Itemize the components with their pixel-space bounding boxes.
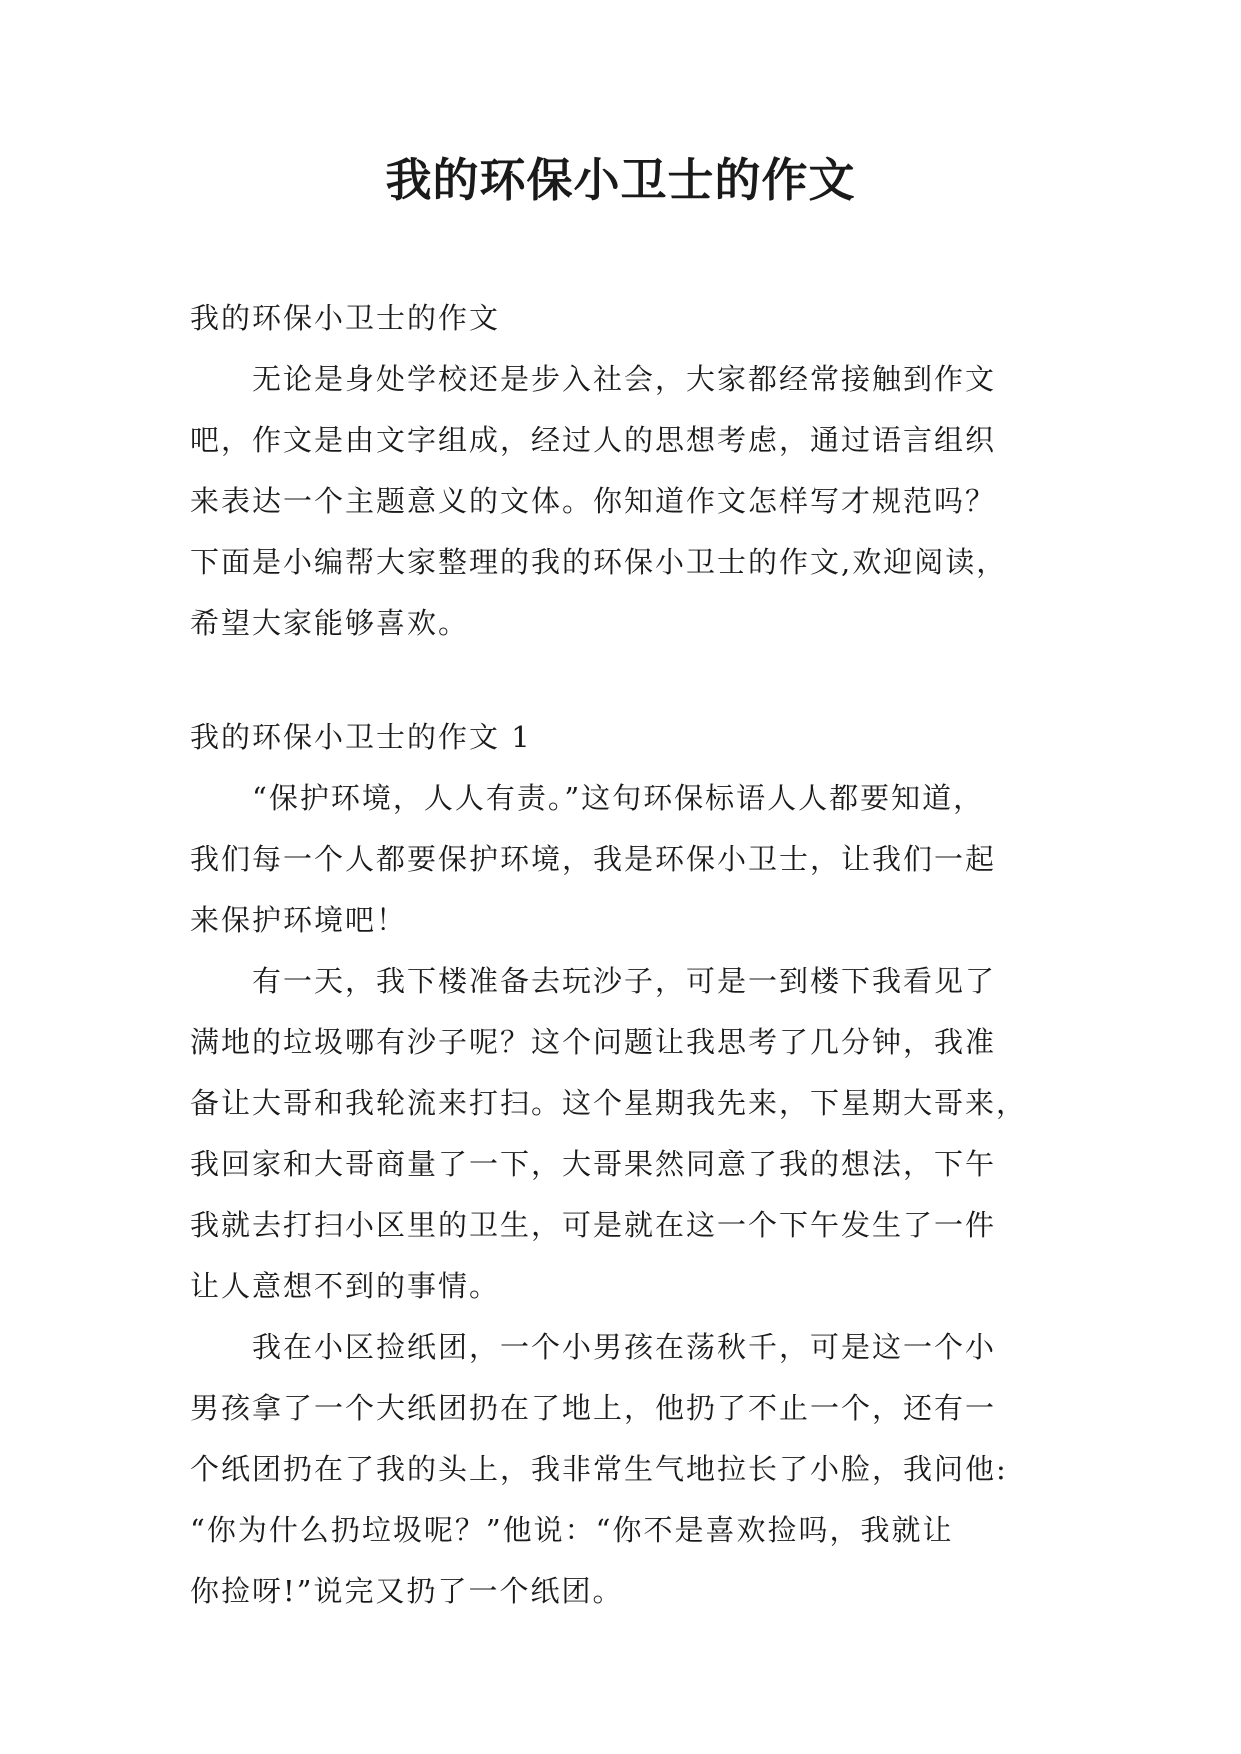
section-line: 你捡呀!”说完又扔了一个纸团。 — [190, 1574, 624, 1608]
section-line: 满地的垃圾哪有沙子呢？这个问题让我思考了几分钟，我准 — [190, 1025, 997, 1059]
intro-heading: 我的环保小卫士的作文 — [190, 301, 501, 335]
section-line: 有一天，我下楼准备去玩沙子，可是一到楼下我看见了 — [190, 964, 997, 998]
intro-line: 无论是身处学校还是步入社会，大家都经常接触到作文 — [190, 362, 997, 396]
section-line: 个纸团扔在了我的头上，我非常生气地拉长了小脸，我问他: — [190, 1452, 1008, 1486]
document-body — [190, 288, 1055, 1622]
document-title: 我的环保小卫士的作文 — [385, 153, 856, 207]
intro-line: 下面是小编帮大家整理的我的环保小卫士的作文,欢迎阅读， — [190, 545, 1008, 579]
section-line: 我们每一个人都要保护环境，我是环保小卫士，让我们一起 — [190, 842, 997, 876]
intro-paragraph — [190, 349, 1055, 654]
intro-line: 希望大家能够喜欢。 — [190, 606, 470, 640]
section-body — [190, 768, 1055, 1622]
intro-line: 来表达一个主题意义的文体。你知道作文怎样写才规范吗？ — [190, 484, 997, 518]
section-line: 我回家和大哥商量了一下，大哥果然同意了我的想法，下午 — [190, 1147, 997, 1181]
section-heading: 我的环保小卫士的作文 1 — [190, 720, 532, 754]
section-line: “保护环境，人人有责。”这句环保标语人人都要知道， — [190, 781, 985, 815]
intro-line: 吧，作文是由文字组成，经过人的思想考虑，通过语言组织 — [190, 423, 997, 457]
section-line: 男孩拿了一个大纸团扔在了地上，他扔了不止一个，还有一 — [190, 1391, 997, 1425]
section-line: 我在小区捡纸团，一个小男孩在荡秋千，可是这一个小 — [190, 1330, 997, 1364]
section-line: 备让大哥和我轮流来打扫。这个星期我先来，下星期大哥来， — [190, 1086, 1028, 1120]
section-line: 让人意想不到的事情。 — [190, 1269, 501, 1303]
section-gap — [190, 654, 1055, 707]
section-line: “你为什么扔垃圾呢？”他说：“你不是喜欢捡吗，我就让 — [190, 1513, 954, 1547]
section-line: 来保护环境吧！ — [190, 903, 408, 937]
section-line: 我就去打扫小区里的卫生，可是就在这一个下午发生了一件 — [190, 1208, 997, 1242]
